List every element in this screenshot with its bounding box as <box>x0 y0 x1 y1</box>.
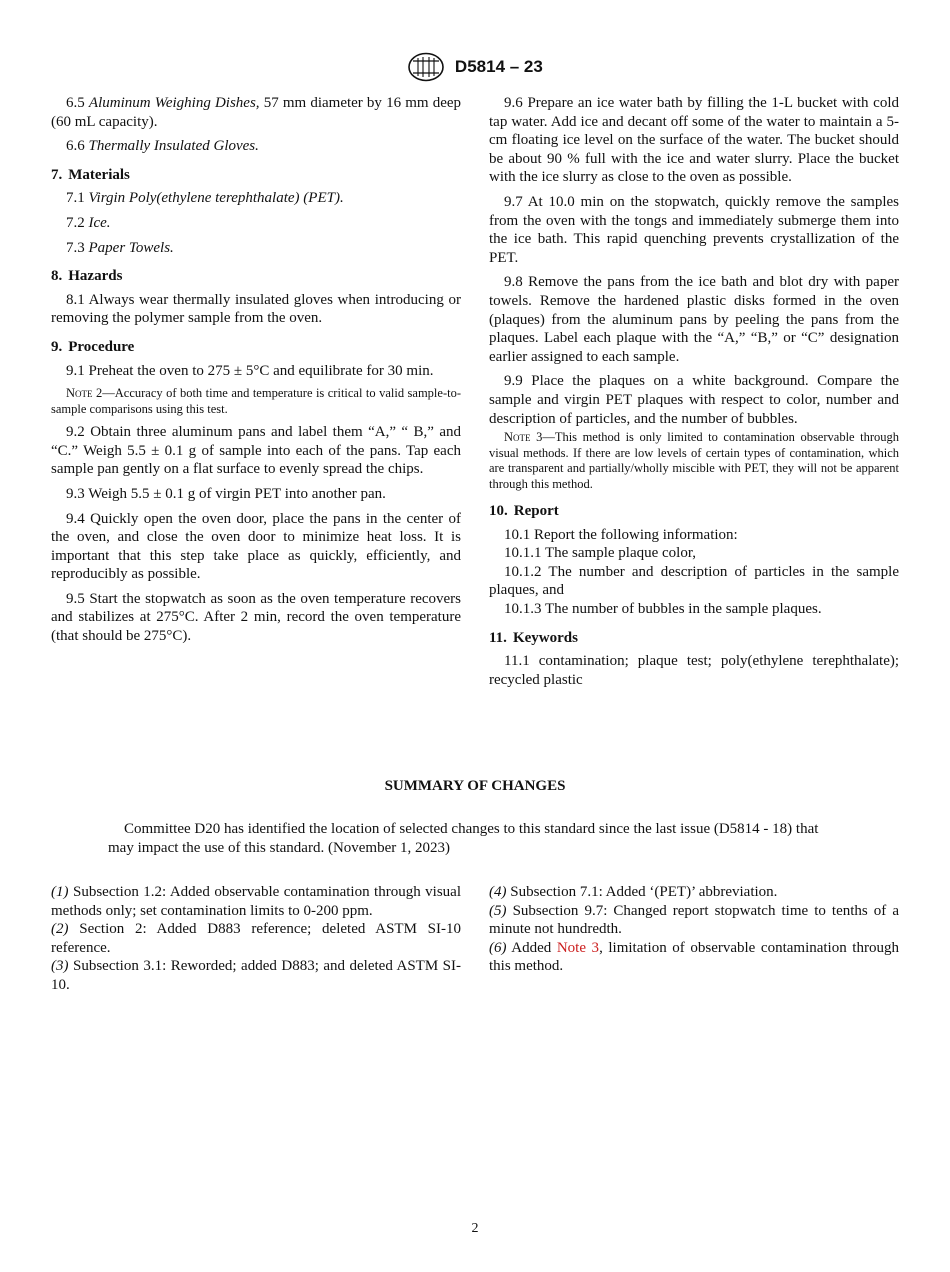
section-9-2: 9.2 Obtain three aluminum pans and label them “A,” “ B,” and “C.” Weigh 5.5 ± 0.1 g of sample into each of the pans. Tap each sample pan gently on a flat surface to evenly spread the chips. <box>51 424 462 478</box>
section-7-1: 7.1 Virgin Poly(ethylene terephthalate) (PET). <box>66 190 344 207</box>
section-7-3: 7.3 Paper Towels. <box>66 239 174 256</box>
section-10-1-2: 10.1.2 The number and description of particles in the sample plaques, and <box>489 563 899 599</box>
note-3: Note 3—This method is only limited to contamination observable through visual methods. If there are low levels of certain types of contamination, which are transparent and partially/wholly miscible with PET, they will not be apparent through this method. <box>489 430 899 491</box>
section-9-6: 9.6 Prepare an ice water bath by filling the 1-L bucket with cold tap water. Add ice and decant off some of the water to maintain a 5-cm floating ice level on the surface of the water. The bucket should be about 90 % full with the ice and water slurry. Place the bucket with the ice slurry as close to the oven as possible. <box>489 95 900 186</box>
section-9-1: 9.1 Preheat the oven to 275 ± 5°C and equilibrate for 30 min. <box>66 362 434 379</box>
section-9-8: 9.8 Remove the pans from the ice bath and blot dry with paper towels. Remove the hardened plastic disks formed in the oven (plaques) from the aluminum pans by peeling the pans from the plaques. Label each plaque with the “A,” “B,” or “C” designation earlier assigned to each sample. <box>489 274 899 365</box>
document-code: D5814 – 23 <box>454 56 543 76</box>
astm-logo-icon <box>407 52 445 82</box>
left-column <box>51 94 461 652</box>
changes-right-column <box>489 883 899 976</box>
page-number: 2 <box>471 1221 479 1236</box>
section-10-1: 10.1 Report the following information: <box>504 526 738 543</box>
section-9-9: 9.9 Place the plaques on a white background. Compare the sample and virgin PET plaques with respect to color, number and description of particles, and the number of bubbles. <box>489 373 899 427</box>
changes-left-column <box>51 883 461 995</box>
change-item: (2) Section 2: Added D883 reference; deleted ASTM SI-10 reference. <box>51 921 462 956</box>
heading-keywords: 11. Keywords <box>489 629 578 646</box>
section-9-3: 9.3 Weigh 5.5 ± 0.1 g of virgin PET into another pan. <box>66 485 386 502</box>
note-2: Note 2—Accuracy of both time and temperature is critical to valid sample-to-sample comparisons using this test. <box>51 386 461 416</box>
heading-report: 10. Report <box>489 503 559 520</box>
heading-materials: 7. Materials <box>51 166 130 183</box>
change-item: (1) Subsection 1.2: Added observable contamination through visual methods only; set contamination limits to 0-200 ppm. <box>51 884 462 919</box>
heading-hazards: 8. Hazards <box>51 268 123 285</box>
summary-intro: Committee D20 has identified the location of selected changes to this standard since the last issue (D5814 - 18) that may impact the use of this standard. (November 1, 2023) <box>108 821 819 856</box>
change-item: (4) Subsection 7.1: Added ‘(PET)’ abbreviation. <box>489 884 778 900</box>
section-7-2: 7.2 Ice. <box>66 214 111 231</box>
right-column <box>489 94 899 695</box>
section-8-1: 8.1 Always wear thermally insulated gloves when introducing or removing the polymer sample from the oven. <box>51 291 461 327</box>
page-header <box>0 52 950 82</box>
summary-title: SUMMARY OF CHANGES <box>384 778 566 794</box>
section-6-6: 6.6 Thermally Insulated Gloves. <box>66 138 259 155</box>
change-item: (6) Added Note 3, limitation of observable contamination through this method. <box>489 939 899 975</box>
section-9-4: 9.4 Quickly open the oven door, place the pans in the center of the oven, and close the oven door to minimize heat loss. It is important that this step take place as quickly, efficiently, and reproducibly as possible. <box>51 510 461 583</box>
section-10-1-3: 10.1.3 The number of bubbles in the sample plaques. <box>504 601 822 618</box>
section-9-5: 9.5 Start the stopwatch as soon as the oven temperature recovers and stabilizes at 275°C. After 2 min, record the oven temperature (that should be 275°C). <box>51 590 462 645</box>
section-11-1: 11.1 contamination; plaque test; poly(ethylene terephthalate); recycled plastic <box>489 653 900 688</box>
change-item: (3) Subsection 3.1: Reworded; added D883; and deleted ASTM SI-10. <box>51 958 461 993</box>
note-3-link[interactable]: Note 3 <box>556 939 600 956</box>
section-9-7: 9.7 At 10.0 min on the stopwatch, quickly remove the samples from the oven with the tongs and immediately submerge them into the ice bath. This rapid quenching prevents crystallization of the PET. <box>489 193 899 266</box>
section-6-5: 6.5 Aluminum Weighing Dishes, 57 mm diameter by 16 mm deep (60 mL capacity). <box>51 95 462 130</box>
section-10-1-1: 10.1.1 The sample plaque color, <box>504 545 696 562</box>
change-item: (5) Subsection 9.7: Changed report stopwatch time to tenths of a minute not hundredth. <box>489 902 900 938</box>
heading-procedure: 9. Procedure <box>51 338 135 355</box>
